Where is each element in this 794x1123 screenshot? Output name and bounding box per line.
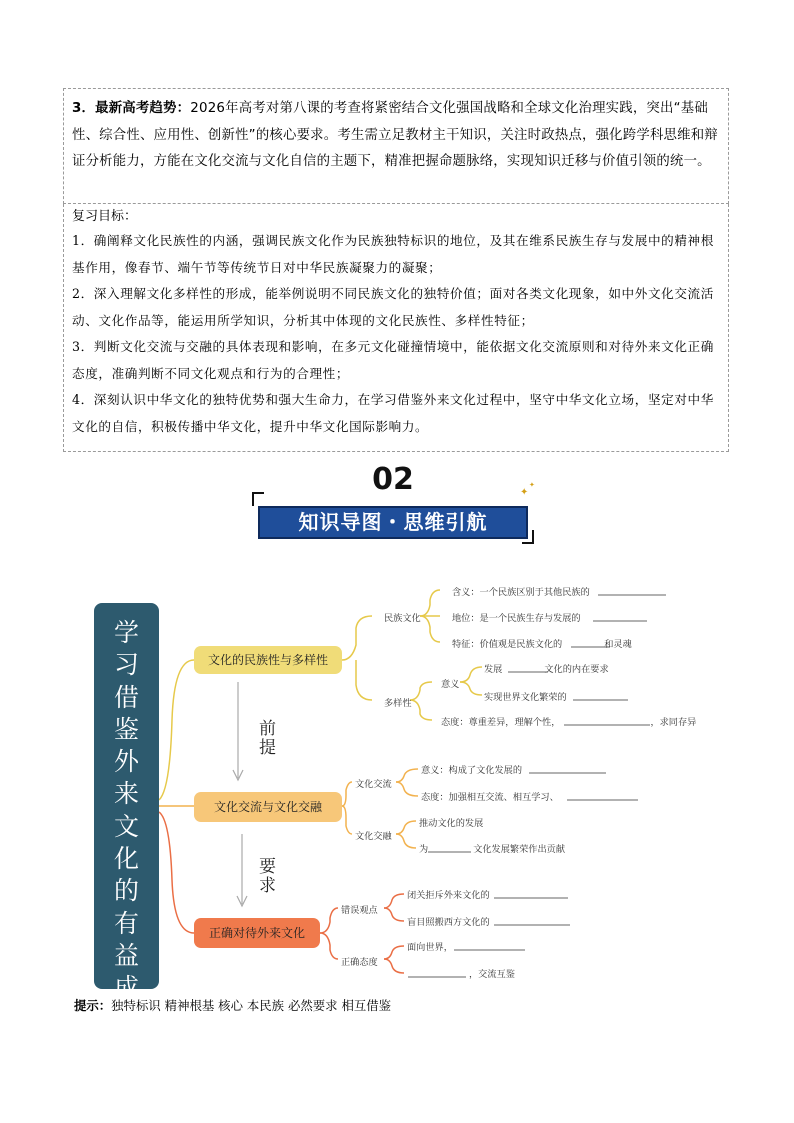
goal-item-2: 2．深入理解文化多样性的形成，能举例说明不同民族文化的独特价值；面对各类文化现象，如中外文化交流活动、文化作品等，能运用所学知识，分析其中体现的文化民族性、多样性特征； [72,286,714,328]
sub-wrong-views: 错误观点 [341,905,378,916]
leaf-feature-a: 特征：价值观是民族文化的 [452,639,563,650]
leaf-feature [452,636,632,650]
leaf-development-a: 发展 [484,664,503,675]
leaf-attitude-b: ，求同存异 [650,717,697,728]
sub-diversity-meaning: 意义 [441,679,460,690]
leaf-attitude-a: 态度：尊重差异，理解个性， [441,717,561,728]
sparkle-icon: ✦ [520,487,529,498]
trend-text: 2026年高考对第八课的考查将紧密结合文化强国战略和全球文化治理实践，突出“基础性、综合性、应用性、创新性”的核心要求。考生需立足教材主干知识，关注时政热点，强化跨学科思维和辩证分析能力，方能在文化交流与文化自信的主题下，精准把握命题脉络，实现知识迁移与价值引领的统一。 [72,101,718,169]
arrow-label-requirement: 要 求 [259,857,276,896]
leaf-right-2b: ，交流互鉴 [469,969,515,980]
leaf-attitude [441,714,696,728]
leaf-fusion-2a: 为 [419,844,429,855]
leaf-fusion-2b: 文化发展繁荣作出贡献 [473,844,566,855]
sub-fusion: 文化交融 [355,831,392,842]
leaf-exchange-meaning: 意义：构成了文化发展的 [421,765,523,776]
leaf-development-b: 文化的内在要求 [544,664,609,675]
hint-text: 独特标识 精神根基 核心 本民族 必然要求 相互借鉴 [111,998,392,1013]
hint-label: 提示： [74,998,112,1013]
goal-item-4: 4．深刻认识中华文化的独特优势和强大生命力，在学习借鉴外来文化过程中，坚守中华文化立场，坚定对中华文化的自信，积极传播中华文化，提升中华文化国际影响力。 [72,392,714,434]
leaf-wrong-1: 闭关拒斥外来文化的 [407,890,490,901]
trend-label: 3．最新高考趋势： [72,101,191,116]
section-number: 02 [372,462,414,497]
goal-item-3: 3．判断文化交流与交融的具体表现和影响，在多元文化碰撞情境中，能依据文化交流原则和对待外来文化正确态度，准确判断不同文化观点和行为的合理性； [72,339,714,381]
leaf-prosperity: 实现世界文化繁荣的 [484,692,567,703]
branch-nationality-diversity: 文化的民族性与多样性 [194,646,342,674]
goal-item-1: 1．确阐释文化民族性的内涵，强调民族文化作为民族独特标识的地位，及其在维系民族生存与发展中的精神根基作用，像春节、端午节等传统节日对中华民族凝聚力的凝聚； [72,233,714,275]
branch-exchange-fusion: 文化交流与文化交融 [194,792,342,822]
leaf-definition: 含义：一个民族区别于其他民族的 [452,587,590,598]
sub-national-culture: 民族文化 [384,613,421,624]
mindmap-root [94,603,159,1035]
goals-title: 复习目标： [72,209,138,224]
hint-line [74,996,391,1014]
sub-right-attitude: 正确态度 [341,957,378,968]
arrow-label-premise: 前 提 [259,719,276,758]
leaf-exchange-attitude: 态度：加强相互交流、相互学习、 [421,792,559,803]
leaf-right-1: 面向世界， [407,942,453,953]
branch-foreign-culture: 正确对待外来文化 [194,918,320,948]
leaf-wrong-2: 盲目照搬西方文化的 [407,917,490,928]
leaf-fusion-2 [419,841,565,855]
mindmap-root-text: 学 习 借 鉴 外 来 文 化 的 有 益 成 果 [113,618,139,1035]
leaf-right-2 [407,966,515,980]
leaf-development [484,661,609,675]
sparkle-icon-small: ✦ [529,481,535,489]
leaf-feature-b: 和灵魂 [604,639,632,650]
sub-diversity: 多样性 [384,698,412,709]
leaf-fusion-1: 推动文化的发展 [419,818,484,829]
leaf-status: 地位：是一个民族生存与发展的 [452,613,581,624]
section-title: 知识导图・思维引航 [258,506,528,539]
sub-exchange: 文化交流 [355,779,392,790]
